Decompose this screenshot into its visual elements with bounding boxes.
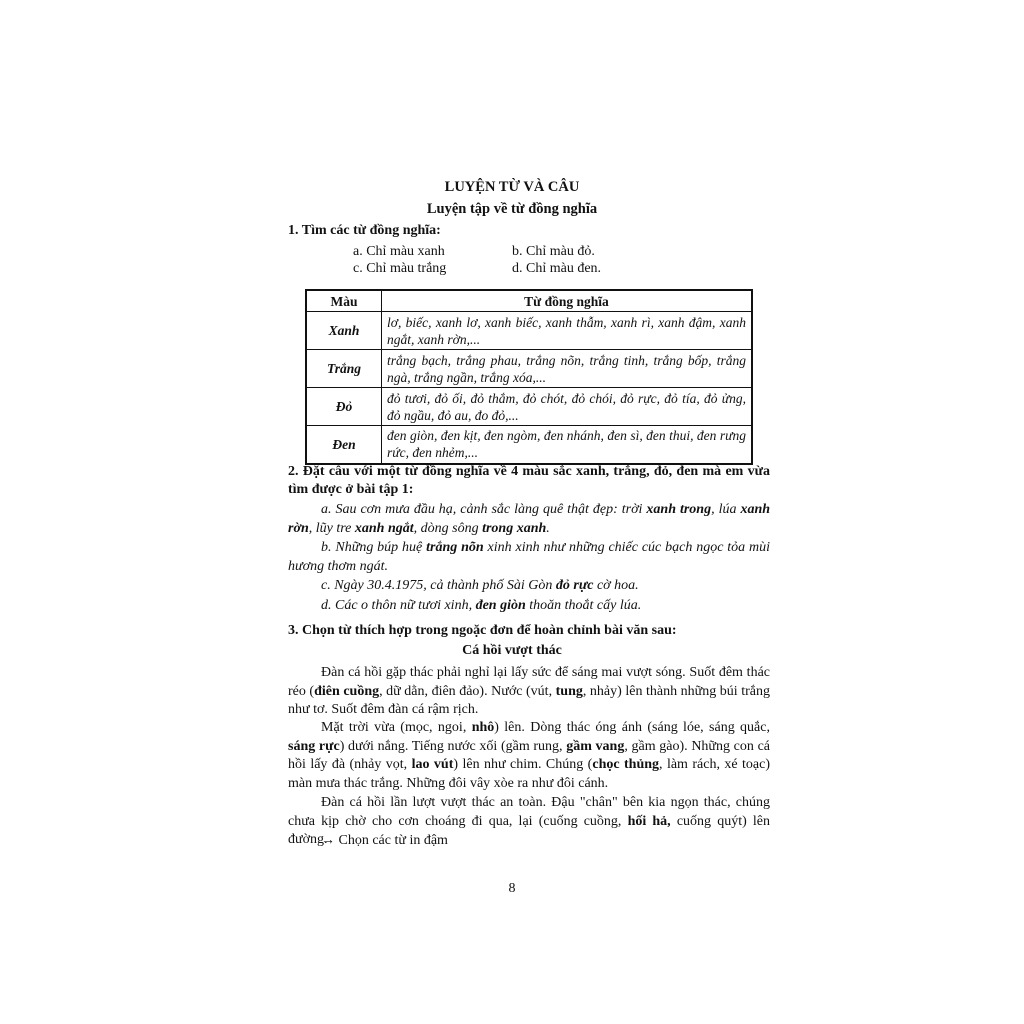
text-span: thoăn thoắt cấy lúa. (525, 598, 642, 613)
header-synonyms: Từ đồng nghĩa (382, 290, 753, 312)
page-subtitle: Luyện tập về từ đồng nghĩa (426, 201, 598, 217)
text-span: ) lên. Dòng thác óng ánh (sáng lóe, sáng quắc, (494, 720, 770, 735)
text-span: , làm rách, xé toạc) màn mưa thác trắng. Những đôi vây xòe ra như đôi cánh. (288, 757, 771, 791)
text-span: , dòng sông (413, 520, 483, 536)
bold-word: chọc thủng (592, 757, 660, 772)
text-span: Đàn cá hồi gặp thác phải nghỉ lại lấy sức để sáng mai vượt sóng. Suốt đêm thác réo ( (288, 665, 770, 699)
text-span: c. Ngày 30.4.1975, cả thành phố Sài Gòn (321, 578, 556, 593)
story-paragraph-1 (288, 664, 770, 720)
text-span: Đàn cá hồi lần lượt vượt thác an toàn. Đậu "chân" bên kia ngọn thác, chúng chưa kịp chờ cho cơn choáng đi qua, lại (cuống cuồng, (288, 795, 770, 829)
table-row (306, 350, 752, 388)
page-title: LUYỆN TỪ VÀ CÂU (444, 179, 580, 195)
text-span: cờ hoa. (593, 578, 639, 593)
text-span: , dữ dằn, điên đảo). Nước (vút, (379, 683, 556, 699)
bold-word: đỏ rực (555, 578, 594, 593)
option-c: c. Chỉ màu trắng (353, 261, 447, 276)
bold-word: trắng nõn (426, 540, 484, 555)
text-span: , nhảy) lên thành những búi trắng như tơ. Suốt đêm đàn cá rậm rịch. (288, 683, 770, 717)
bold-word: điên cuồng (314, 683, 380, 699)
answer-note: → Chọn các từ in đậm (321, 833, 448, 848)
color-cell: Đen (306, 426, 382, 464)
exercise-2-sentence-d (288, 597, 770, 616)
bold-word: trong xanh (482, 520, 547, 536)
text-span: cuống quýt) lên đường. (288, 813, 770, 847)
table-row (306, 426, 752, 464)
text-span: , gầm gào). Những con cá hồi lấy đà (nhảy vọt, (288, 738, 770, 772)
text-span: a. Sau cơn mưa đầu hạ, cảnh sắc làng quê thật đẹp: trời (321, 502, 647, 517)
bold-word: gầm vang (566, 738, 625, 754)
bold-word: xanh trong (646, 502, 712, 517)
bold-word: sáng rực (288, 738, 340, 754)
exercise-1-heading: 1. Tìm các từ đồng nghĩa: (288, 223, 441, 238)
table-row (306, 312, 752, 350)
bold-word: hối hả, (627, 813, 671, 829)
exercise-2-sentence-a (288, 501, 770, 538)
text-span: b. Những búp huệ (321, 540, 427, 555)
color-cell: Đỏ (306, 388, 382, 426)
page-number: 8 (508, 881, 516, 896)
synonyms-cell: lơ, biếc, xanh lơ, xanh biếc, xanh thẫm, xanh rì, xanh đậm, xanh ngắt, xanh rờn,... (382, 312, 753, 350)
synonyms-cell: đỏ tươi, đỏ ối, đỏ thắm, đỏ chót, đỏ chói, đỏ rực, đỏ tía, đỏ ửng, đỏ ngầu, đỏ au, đo đỏ,... (382, 388, 753, 426)
exercise-2-heading: 2. Đặt câu với một từ đồng nghĩa về 4 màu sắc xanh, trắng, đỏ, đen mà em vừa tìm được ở bài tập 1: (288, 464, 770, 497)
text-span: xinh xinh như những chiếc cúc bạch ngọc tỏa mùi hương thơm ngát. (288, 540, 771, 574)
exercise-2-sentence-c (288, 577, 770, 596)
color-cell: Xanh (306, 312, 382, 350)
text-span: Mặt trời vừa (mọc, ngoi, (321, 720, 472, 735)
story-title: Cá hồi vượt thác (462, 643, 562, 658)
synonym-table (305, 289, 753, 465)
exercise-2-sentence-b (288, 539, 770, 576)
table-row (306, 388, 752, 426)
bold-word: nhô (471, 720, 495, 735)
header-color: Màu (306, 290, 382, 312)
bold-word: tung (555, 683, 583, 699)
bold-word: xanh rờn (288, 502, 771, 536)
synonyms-cell: đen giòn, đen kịt, đen ngòm, đen nhánh, đen sì, đen thui, đen rưng rức, đen nhẻm,... (382, 426, 753, 464)
text-span: ) dưới nắng. Tiếng nước xối (gầm rung, (339, 738, 567, 754)
text-span: . (546, 520, 550, 536)
text-span: ) lên như chim. Chúng ( (453, 757, 593, 772)
table-header-row (306, 290, 752, 312)
story-paragraph-2 (288, 719, 770, 793)
text-span: , lúa (711, 502, 741, 517)
bold-word: đen giòn (475, 598, 526, 613)
synonyms-cell: trắng bạch, trắng phau, trắng nõn, trắng tinh, trắng bốp, trắng ngà, trắng ngần, trắng xóa,... (382, 350, 753, 388)
exercise-3-heading: 3. Chọn từ thích hợp trong ngoặc đơn để hoàn chỉnh bài văn sau: (288, 623, 677, 638)
bold-word: xanh ngắt (354, 520, 414, 536)
option-d: d. Chỉ màu đen. (512, 261, 602, 276)
option-a: a. Chỉ màu xanh (353, 244, 445, 259)
option-b: b. Chỉ màu đỏ. (512, 244, 595, 259)
text-span: d. Các o thôn nữ tươi xinh, (321, 598, 476, 613)
text-span: , lũy tre (308, 520, 355, 536)
bold-word: lao vút (411, 757, 454, 772)
color-cell: Trắng (306, 350, 382, 388)
